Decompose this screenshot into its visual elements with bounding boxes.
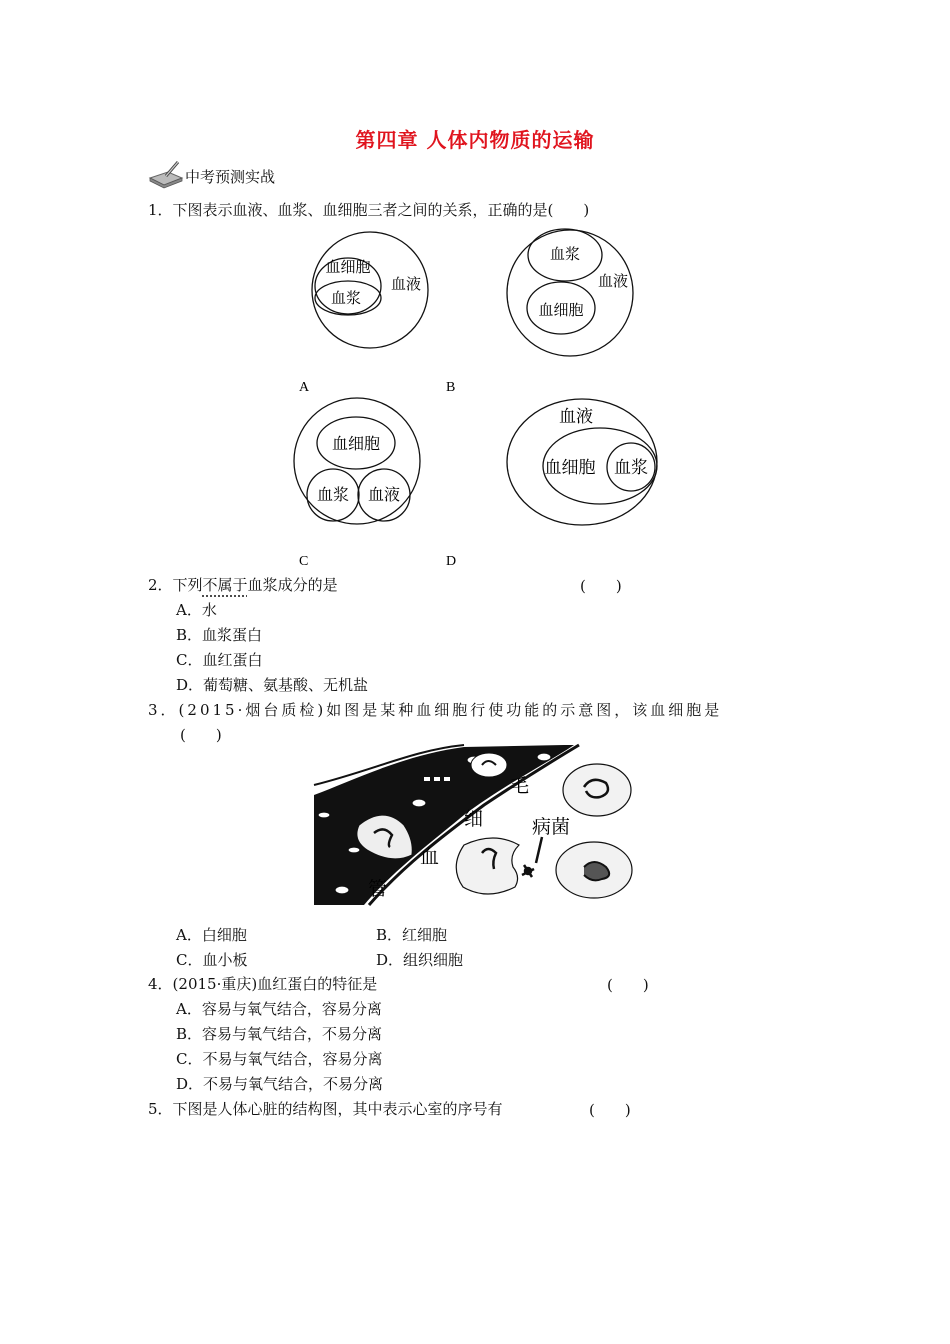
q4-option-b: B．容易与氧气结合，不易分离 — [176, 1025, 383, 1043]
option-a-label: A — [299, 380, 310, 395]
q3-option-a: A．白细胞 — [176, 926, 247, 944]
q3-option-d: D．组织细胞 — [376, 951, 464, 969]
q1-figure — [300, 238, 700, 568]
white-cell-digesting — [556, 842, 632, 898]
chapter-title: 第四章 人体内物质的运输 — [355, 128, 595, 152]
q2-stem-dotted: 不属于 — [202, 576, 248, 594]
q4-paren: ( ) — [607, 976, 649, 994]
label-xue: 血 — [420, 846, 440, 868]
label-guan: 管 — [368, 878, 388, 900]
q3-stem: 3．(2015·烟台质检)如图是某种血细胞行使功能的示意图，该血细胞是 — [148, 701, 723, 719]
bacteria-icon — [522, 837, 542, 877]
label-bacteria: 病菌 — [532, 816, 571, 838]
q3-paren: ( ) — [180, 726, 222, 744]
diagram-c — [294, 398, 420, 524]
a-blood-label: 血液 — [390, 275, 422, 293]
q4-option-a: A．容易与氧气结合，容易分离 — [176, 1000, 382, 1018]
option-b-label: B — [446, 380, 456, 395]
white-cell-engulfing — [456, 838, 519, 894]
q2-option-d: D．葡萄糖、氨基酸、无机盐 — [176, 676, 369, 694]
q5-paren: ( ) — [589, 1101, 631, 1119]
q3-option-b: B．红细胞 — [376, 926, 448, 944]
section-label: 中考预测实战 — [185, 168, 276, 186]
d-plasma-label: 血浆 — [614, 458, 648, 478]
d-cells-label: 血细胞 — [544, 458, 596, 478]
book-pencil-icon — [148, 160, 184, 190]
b-cells-label: 血细胞 — [538, 301, 584, 319]
white-cell-top-right — [563, 764, 631, 816]
a-plasma-label: 血浆 — [330, 289, 362, 307]
label-xi: 细 — [464, 808, 484, 830]
q2-option-b: B．血浆蛋白 — [176, 626, 263, 644]
q4-option-d: D．不易与氧气结合，不易分离 — [176, 1075, 384, 1093]
d-blood-label: 血液 — [559, 407, 593, 427]
c-cells-label: 血细胞 — [331, 434, 381, 453]
q2-stem — [148, 575, 338, 595]
b-blood-label: 血液 — [597, 272, 629, 290]
dots — [424, 777, 450, 781]
a-cells-label: 血细胞 — [325, 258, 371, 276]
q2-stem-post: 血浆成分的是 — [247, 576, 338, 594]
c-blood-label: 血液 — [367, 485, 401, 504]
c-plasma-label: 血浆 — [316, 485, 350, 504]
b-plasma-label: 血浆 — [549, 245, 581, 263]
q1-stem: 1．下图表示血液、血浆、血细胞三者之间的关系，正确的是( ) — [148, 201, 590, 219]
label-mao: 毛 — [510, 775, 530, 797]
q2-stem-pre: 2．下列 — [148, 576, 203, 594]
q3-figure — [314, 745, 676, 905]
q4-option-c: C．不易与氧气结合，容易分离 — [176, 1050, 383, 1068]
q4-stem: 4．(2015·重庆)血红蛋白的特征是 — [148, 975, 378, 993]
option-c-label: C — [299, 554, 309, 569]
option-d-label: D — [446, 554, 457, 569]
q2-option-c: C．血红蛋白 — [176, 651, 263, 669]
q3-option-c: C．血小板 — [176, 951, 248, 969]
q2-paren: ( ) — [580, 577, 622, 595]
q2-option-a: A．水 — [176, 601, 217, 619]
q5-stem: 5．下图是人体心脏的结构图，其中表示心室的序号有 — [148, 1100, 503, 1118]
